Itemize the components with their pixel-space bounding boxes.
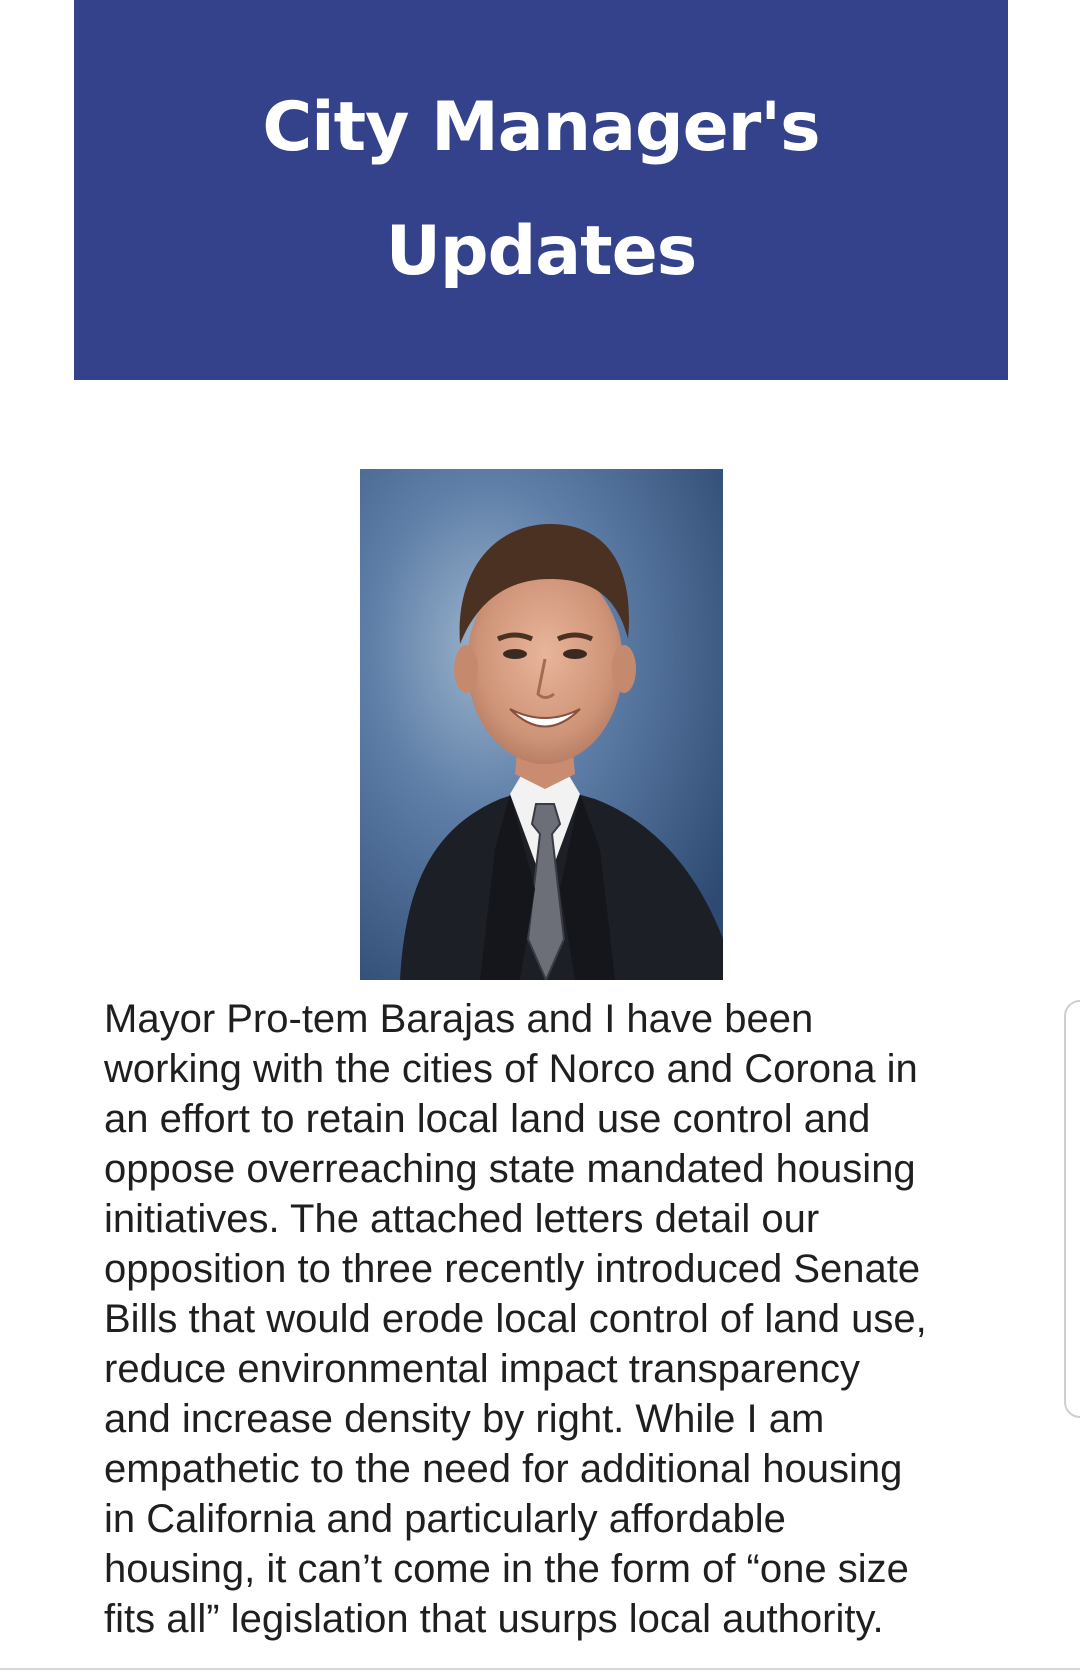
body-line-7: Bills that would erode local control of land use,: [104, 1297, 927, 1341]
body-line-3: an effort to retain local land use control and: [104, 1097, 871, 1141]
portrait-icon: [360, 469, 723, 980]
page-header: [74, 0, 1008, 380]
body-line-12: housing, it can’t come in the form of “one size: [104, 1547, 909, 1591]
body-line-4: oppose overreaching state mandated housing: [104, 1147, 916, 1191]
body-line-5: initiatives. The attached letters detail our: [104, 1197, 820, 1241]
page-title: [262, 66, 819, 314]
page-title-line2: Updates: [385, 212, 697, 291]
portrait-photo: [360, 469, 723, 980]
body-line-1: Mayor Pro-tem Barajas and I have been: [104, 997, 814, 1041]
body-line-6: opposition to three recently introduced Senate: [104, 1247, 921, 1291]
body-line-10: empathetic to the need for additional housing: [104, 1447, 903, 1491]
body-line-8: reduce environmental impact transparency: [104, 1347, 860, 1391]
bottom-divider: [0, 1668, 1080, 1670]
scroll-handle[interactable]: [1064, 1000, 1080, 1418]
body-line-9: and increase density by right. While I am: [104, 1397, 825, 1441]
body-line-2: working with the cities of Norco and Corona in: [104, 1047, 918, 1091]
body-line-13: fits all” legislation that usurps local authority.: [104, 1597, 884, 1641]
article-body: [104, 994, 1004, 1644]
body-line-11: in California and particularly affordable: [104, 1497, 786, 1541]
page-title-line1: City Manager's: [262, 88, 820, 167]
